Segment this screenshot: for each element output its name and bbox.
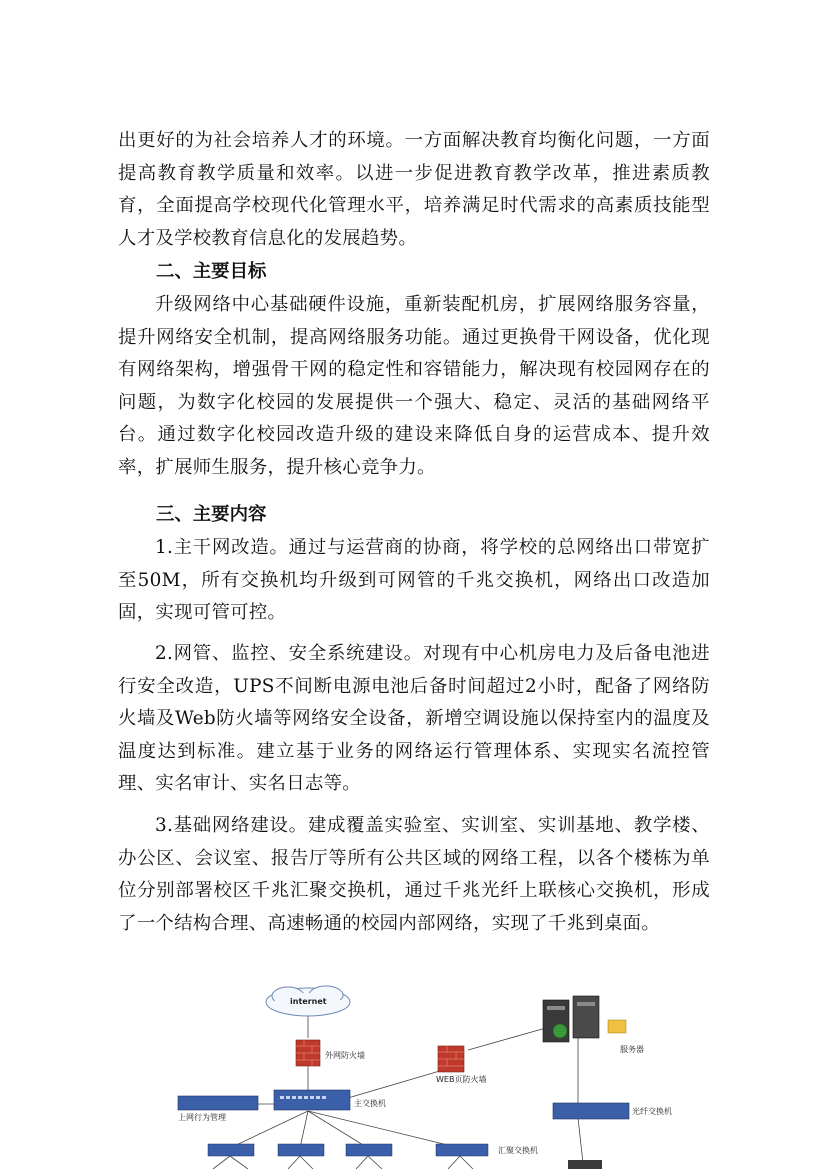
aggregation-switch-label: 汇聚交换机 [498,1146,538,1155]
web-firewall-icon [436,1046,486,1084]
goals-paragraph: 升级网络中心基础硬件设施，重新装配机房，扩展网络服务容量，提升网络安全机制，提高网络服务功能。通过更换骨干网设备，优化现有网络架构，增强骨干网的稳定性和容错能力，解决现有校园网存在的问题，为数字化校园的发展提供一个强大、稳定、灵活的基础网络平台。通过数字化校园改造升级的建设来降低自身的运营成本、提升效率，扩展师生服务，提升核心竞争力。 [118,294,710,478]
aggregation-switch-icon [208,1144,254,1156]
network-topology-diagram [168,978,708,1169]
internet-cloud-icon [266,986,350,1016]
lower-server-icon [568,1160,602,1169]
aggregation-switch-icon [346,1144,392,1156]
main-switch-icon [274,1090,386,1110]
main-switch-label: 主交换机 [354,1099,386,1108]
outer-firewall-icon [296,1040,365,1066]
fiber-switch-label: 光纤交换机 [632,1107,672,1116]
server-label: 服务器 [620,1045,644,1054]
fiber-switch-icon [553,1103,672,1119]
section-heading-content: 三、主要内容 [156,504,267,525]
aggregation-switch-group [208,1144,538,1156]
internet-label: internet [290,997,327,1006]
behavior-management-device-icon [178,1096,258,1122]
aggregation-switch-icon [436,1144,488,1156]
server-icon [543,996,644,1054]
intro-paragraph: 出更好的为社会培养人才的环境。一方面解决教育均衡化问题，一方面提高教育教学质量和效率。以进一步促进教育教学改革，推进素质教育，全面提高学校现代化管理水平，培养满足时代需求的高素质技能型人才及学校教育信息化的发展趋势。 [118,130,710,249]
content-item-1: 1.主干网改造。通过与运营商的协商，将学校的总网络出口带宽扩至50M，所有交换机均升级到可网管的千兆交换机，网络出口改造加固，实现可管可控。 [118,537,710,624]
content-item-3: 3.基础网络建设。建成覆盖实验室、实训室、实训基地、教学楼、办公区、会议室、报告厅等所有公共区域的网络工程，以各个楼栋为单位分别部署校区千兆汇聚交换机，通过千兆光纤上联核心交换机，形成了一个结构合理、高速畅通的校园内部网络，实现了千兆到桌面。 [118,815,710,934]
web-firewall-label: WEB页防火墙 [436,1075,487,1084]
content-item-2: 2.网管、监控、安全系统建设。对现有中心机房电力及后备电池进行安全改造，UPS不间断电源电池后备时间超过2小时，配备了网络防火墙及Web防火墙等网络安全设备，新增空调设施以保持室内的温度及温度达到标准。建立基于业务的网络运行管理体系、实现实名流控管理、实名审计、实名日志等。 [118,643,710,795]
aggregation-switch-icon [278,1144,324,1156]
behavior-management-label: 上网行为管理 [178,1113,226,1122]
section-heading-goals: 二、主要目标 [156,261,267,282]
outer-firewall-label: 外网防火墙 [325,1051,365,1060]
